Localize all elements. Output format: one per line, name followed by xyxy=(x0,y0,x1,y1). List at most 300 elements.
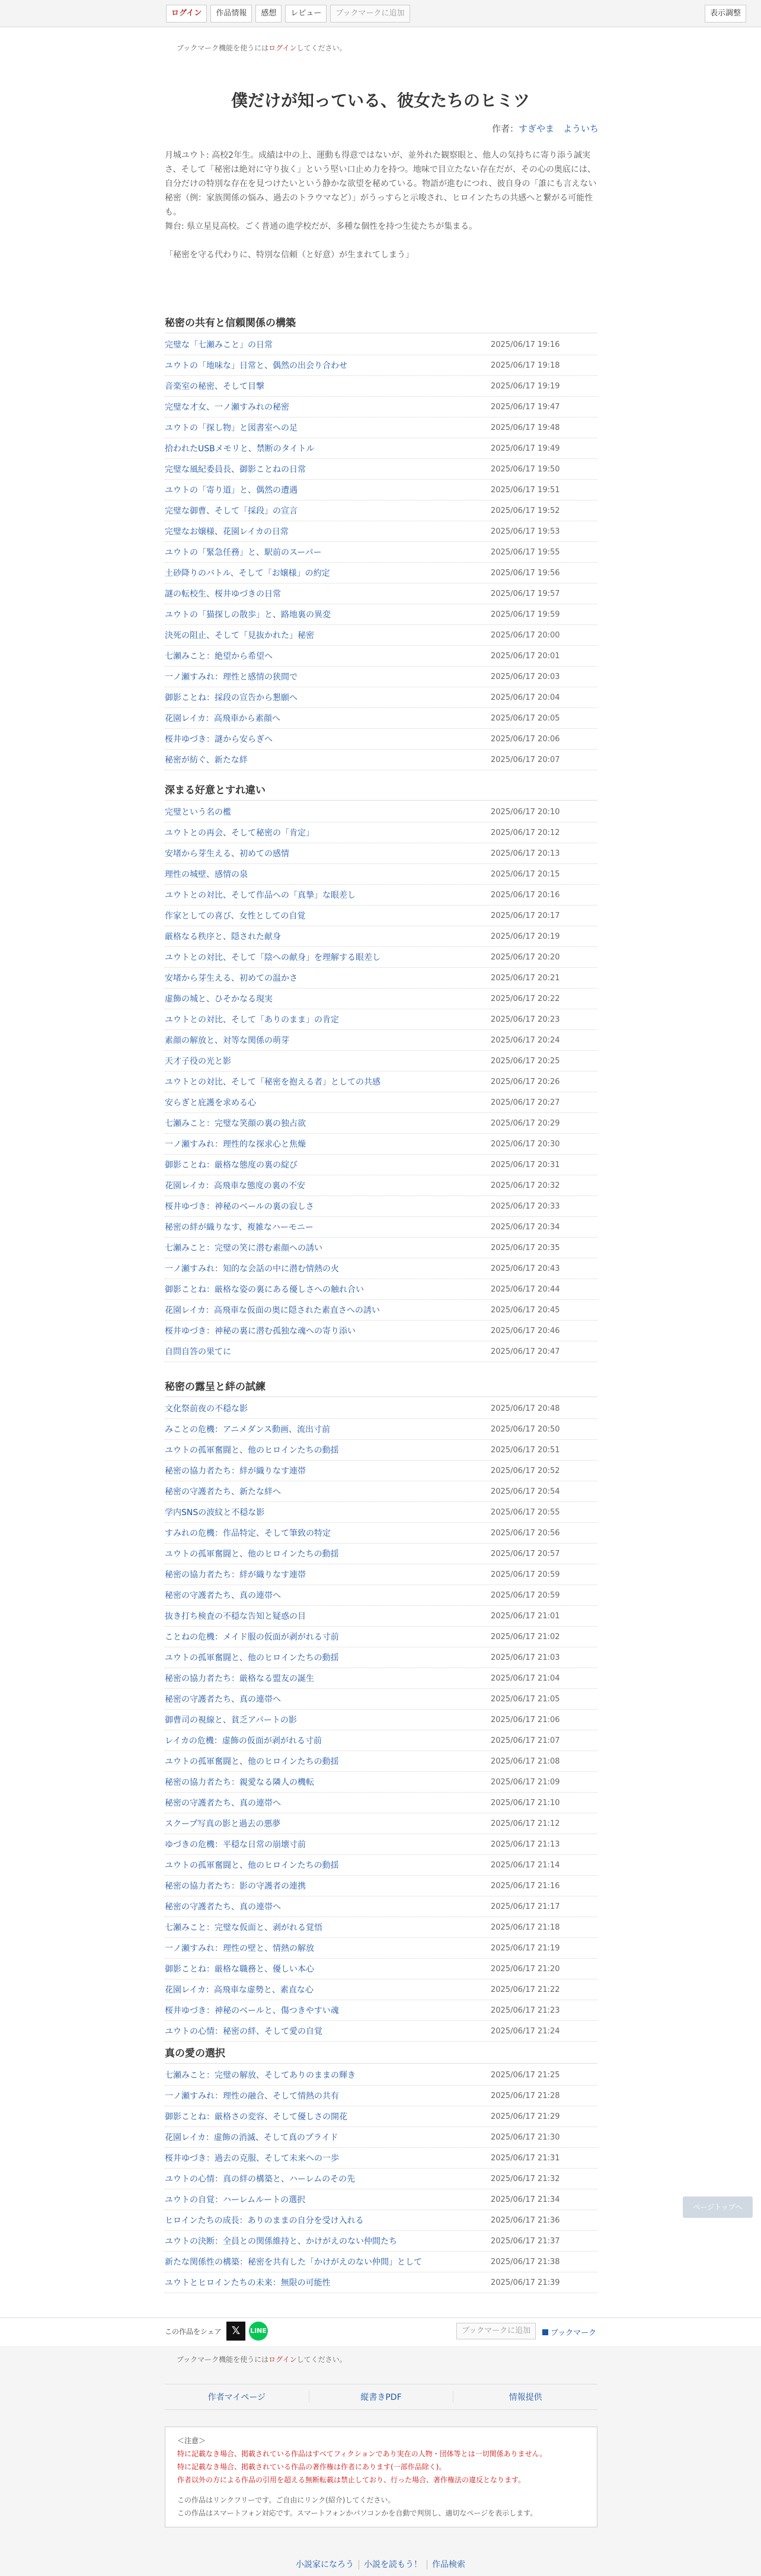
episode-date: 2025/06/17 20:35 xyxy=(491,1243,560,1252)
episode-row[interactable] xyxy=(165,2106,597,2127)
episode-row[interactable] xyxy=(165,1419,597,1440)
episode-row[interactable] xyxy=(165,1979,597,2000)
episode-row[interactable] xyxy=(165,885,597,906)
episode-title-link[interactable]: 安らぎと庇護を求める心 xyxy=(165,1098,256,1108)
episode-row[interactable] xyxy=(165,822,597,843)
episode-row[interactable] xyxy=(165,2021,597,2042)
display-settings-button[interactable]: 表示調整 xyxy=(705,5,746,23)
episode-row[interactable] xyxy=(165,417,597,438)
chapter xyxy=(165,1377,597,2042)
notice-red-2: 特に記載なき場合、掲載されている作品の著作権は作者にあります(一部作品除く)。 xyxy=(177,2463,446,2471)
episode-title-link[interactable]: 七瀬みこと：完璧な笑顔の裏の独占欲 xyxy=(165,1119,306,1128)
episode-title-link[interactable]: 御影ことね：厳格な姿の裏にある優しさへの触れ合い xyxy=(165,1285,364,1295)
episode-title-link[interactable]: 御影ことね：厳格さの変容、そして優しさの開花 xyxy=(165,2112,347,2122)
episode-title-link[interactable]: 桜井ゆづき：謎から安らぎへ xyxy=(165,735,273,744)
episode-row[interactable] xyxy=(165,667,597,687)
episode-row[interactable] xyxy=(165,584,597,604)
episode-row[interactable] xyxy=(165,1113,597,1134)
bookmark-icon xyxy=(542,2329,548,2335)
episode-row[interactable] xyxy=(165,1321,597,1341)
episode-row[interactable] xyxy=(165,646,597,667)
episode-date: 2025/06/17 20:13 xyxy=(491,849,560,858)
episode-title-link[interactable]: 御影ことね：採段の宣告から懇願へ xyxy=(165,693,298,703)
episode-title-link[interactable]: ユウトとの対比、そして「陰への献身」を理解する眼差し xyxy=(165,953,380,962)
share-bookmark-link[interactable] xyxy=(542,2326,596,2338)
episode-date: 2025/06/17 21:09 xyxy=(491,1777,560,1787)
episode-title-link[interactable]: 花園レイカ：高飛車から素顔へ xyxy=(165,714,280,723)
episode-row[interactable] xyxy=(165,687,597,708)
episode-date: 2025/06/17 20:12 xyxy=(491,828,560,837)
episode-row[interactable] xyxy=(165,1544,597,1564)
episode-row[interactable] xyxy=(165,1502,597,1523)
episode-title-link[interactable]: ユウトの自覚：ハーレムルートの選択 xyxy=(165,2195,306,2205)
episode-title-link[interactable]: 七瀬みこと：絶望から希望へ xyxy=(165,652,273,661)
episode-date: 2025/06/17 19:18 xyxy=(491,361,560,370)
episode-title-link[interactable]: 作家としての喜び、女性としての自覚 xyxy=(165,911,306,921)
episode-date: 2025/06/17 20:03 xyxy=(491,672,560,681)
episode-row[interactable] xyxy=(165,334,597,355)
episode-date: 2025/06/17 19:49 xyxy=(491,444,560,453)
episode-date: 2025/06/17 21:34 xyxy=(491,2195,560,2204)
episode-row[interactable] xyxy=(165,802,597,822)
episode-date: 2025/06/17 21:16 xyxy=(491,1881,560,1890)
episode-row[interactable] xyxy=(165,397,597,417)
episode-row[interactable] xyxy=(165,2272,597,2293)
episode-row[interactable] xyxy=(165,2000,597,2021)
episode-date: 2025/06/17 20:46 xyxy=(491,1326,560,1335)
episode-title-link[interactable]: 決死の阻止、そして「見抜かれた」秘密 xyxy=(165,631,314,640)
episode-row[interactable] xyxy=(165,1606,597,1627)
episode-row[interactable] xyxy=(165,604,597,625)
episode-title-link[interactable]: レイカの危機：虚飾の仮面が剥がれる寸前 xyxy=(165,1736,322,1746)
episode-title-link[interactable]: 御曹司の視線と、貧乏アパートの影 xyxy=(165,1716,297,1725)
episode-row[interactable] xyxy=(165,1959,597,1979)
episode-row[interactable] xyxy=(165,843,597,864)
episode-row[interactable] xyxy=(165,1793,597,1813)
episode-date: 2025/06/17 20:19 xyxy=(491,932,560,941)
episode-date: 2025/06/17 21:38 xyxy=(491,2257,560,2266)
episode-title-link[interactable]: 謎の転校生、桜井ゆづきの日常 xyxy=(165,589,281,599)
episode-date: 2025/06/17 21:10 xyxy=(491,1798,560,1807)
impressions-button[interactable]: 感想 xyxy=(255,5,282,23)
notice-box xyxy=(165,2427,597,2527)
episode-title-link[interactable]: ユウトの孤軍奮闘と、他のヒロインたちの動揺 xyxy=(165,1446,339,1455)
work-info-button[interactable]: 作品情報 xyxy=(210,5,252,23)
episode-row[interactable] xyxy=(165,1030,597,1051)
episode-row[interactable] xyxy=(165,1855,597,1876)
episode-date: 2025/06/17 20:25 xyxy=(491,1056,560,1066)
episode-title-link[interactable]: 完璧な才女、一ノ瀬すみれの秘密 xyxy=(165,403,289,412)
footer-bookmark-note xyxy=(177,2354,347,2364)
episode-title-link[interactable]: 音楽室の秘密、そして目撃 xyxy=(165,382,264,391)
author-label: 作者： xyxy=(491,123,519,134)
author-mypage-link[interactable]: 作者マイページ xyxy=(165,2391,309,2403)
episode-row[interactable] xyxy=(165,968,597,989)
episode-title-link[interactable]: 秘密の守護者たち、真の連帯へ xyxy=(165,1695,281,1704)
share-bar xyxy=(0,2317,761,2346)
episode-row[interactable] xyxy=(165,2231,597,2252)
summary-text-1: 月城ユウト: 高校2年生。成績は中の上、運動も得意ではないが、並外れた観察眼と、他人の気持ちに寄り添う誠実さ、そして「秘密は絶対に守り抜く」という堅い口止め力を持つ。地味で目立たない存在だが、その心の奥底には、自分だけの特別な存在を見つけたいという静かな欲望を秘めている。物語が進むにつれ、彼自身の「誰にも言えない秘密（例：家族関係の悩み、過去のトラウマなど）」がうっすらと示唆され、ヒロインたちの共感へと繋がる可能性も。 xyxy=(165,151,597,217)
episode-date: 2025/06/17 21:17 xyxy=(491,1902,560,1911)
episode-row[interactable] xyxy=(165,864,597,885)
episode-date: 2025/06/17 20:33 xyxy=(491,1201,560,1211)
episode-title-link[interactable]: 桜井ゆづき：過去の克服、そして未来への一歩 xyxy=(165,2154,339,2163)
episode-row[interactable] xyxy=(165,521,597,542)
episode-title-link[interactable]: 完璧な風紀委員長、御影ことねの日常 xyxy=(165,465,306,474)
episode-row[interactable] xyxy=(165,1834,597,1855)
episode-title-link[interactable]: スクープ写真の影と過去の悪夢 xyxy=(165,1819,281,1829)
site-link-yomou[interactable]: 小説を読もう！ xyxy=(359,2560,427,2569)
episode-title-link[interactable]: 完璧な御曹、そして「採段」の宣言 xyxy=(165,506,298,516)
episode-date: 2025/06/17 19:59 xyxy=(491,610,560,619)
bookmark-note xyxy=(177,43,347,53)
episode-row[interactable] xyxy=(165,750,597,770)
episode-title-link[interactable]: 一ノ瀬すみれ：理性と感情の狭間で xyxy=(165,672,298,682)
episode-title-link[interactable]: 花園レイカ：虚飾の消滅、そして真のプライド xyxy=(165,2133,338,2143)
episode-title-link[interactable]: 学内SNSの波紋と不穏な影 xyxy=(165,1508,265,1517)
episode-date: 2025/06/17 19:50 xyxy=(491,464,560,474)
episode-title-link[interactable]: 秘密の守護者たち、真の連帯へ xyxy=(165,1799,281,1808)
episode-date: 2025/06/17 21:08 xyxy=(491,1756,560,1766)
episode-row[interactable] xyxy=(165,542,597,563)
episode-row[interactable] xyxy=(165,1523,597,1544)
x-icon[interactable]: 𝕏 xyxy=(226,2322,245,2341)
episode-title-link[interactable]: ユウトの「寄り道」と、偶然の遭遇 xyxy=(165,486,298,495)
episode-date: 2025/06/17 20:43 xyxy=(491,1264,560,1273)
episode-date: 2025/06/17 21:37 xyxy=(491,2236,560,2246)
episode-title-link[interactable]: 秘密の絆が織りなす、複雑なハーモニー xyxy=(165,1223,314,1232)
episode-title-link[interactable]: 抜き打ち検査の不穏な告知と疑惑の目 xyxy=(165,1612,306,1621)
episode-title-link[interactable]: 秘密の協力者たち：親愛なる隣人の機転 xyxy=(165,1778,314,1787)
episode-title-link[interactable]: 秘密の協力者たち：絆が織りなす連帯 xyxy=(165,1570,306,1580)
episode-title-link[interactable]: ユウトの心情：真の絆の構築と、ハーレムのその先 xyxy=(165,2175,356,2184)
line-icon[interactable]: LINE xyxy=(249,2322,268,2341)
episode-title-link[interactable]: ユウトの孤軍奮闘と、他のヒロインたちの動揺 xyxy=(165,1550,339,1559)
episode-row[interactable] xyxy=(165,1647,597,1668)
episode-title-link[interactable]: ユウトの孤軍奮闘と、他のヒロインたちの動揺 xyxy=(165,1653,339,1663)
episode-date: 2025/06/17 20:26 xyxy=(491,1077,560,1086)
episode-row[interactable] xyxy=(165,1258,597,1279)
episode-date: 2025/06/17 20:10 xyxy=(491,807,560,817)
episode-date: 2025/06/17 20:00 xyxy=(491,630,560,640)
share-label: この作品をシェア xyxy=(165,2328,222,2336)
episode-date: 2025/06/17 20:01 xyxy=(491,651,560,661)
episode-title-link[interactable]: ユウトとの対比、そして作品への「真摯」な眼差し xyxy=(165,891,356,900)
episode-date: 2025/06/17 20:31 xyxy=(491,1160,560,1169)
episode-date: 2025/06/17 21:06 xyxy=(491,1715,560,1724)
notice-red-1: 特に記載なき場合、掲載されている作品はすべてフィクションであり実在の人物・団体等とは一切関係ありません。 xyxy=(177,2450,547,2458)
episode-row[interactable] xyxy=(165,1772,597,1793)
bookmark-add-button[interactable]: ブックマークに追加 xyxy=(330,5,410,23)
episode-row[interactable] xyxy=(165,2148,597,2169)
episode-title-link[interactable]: 安堵から芽生える、初めての温かさ xyxy=(165,974,298,983)
footer-login-link[interactable]: ログイン xyxy=(268,2355,297,2364)
episode-title-link[interactable]: 桜井ゆづき：神秘のベールと、傷つきやすい魂 xyxy=(165,2006,339,2016)
episode-row[interactable] xyxy=(165,1689,597,1710)
episode-title-link[interactable]: 七瀬みこと：完璧な仮面と、剥がれる覚悟 xyxy=(165,1923,322,1933)
episode-title-link[interactable]: 厳格なる秩序と、隠された献身 xyxy=(165,932,281,942)
episode-date: 2025/06/17 19:48 xyxy=(491,423,560,432)
episode-date: 2025/06/17 20:45 xyxy=(491,1305,560,1315)
episode-title-link[interactable]: 一ノ瀬すみれ：知的な会話の中に潜む情熱の火 xyxy=(165,1264,339,1274)
episode-date: 2025/06/17 20:21 xyxy=(491,973,560,983)
episode-row[interactable] xyxy=(165,1938,597,1959)
episode-date: 2025/06/17 20:32 xyxy=(491,1181,560,1190)
episode-title-link[interactable]: 安堵から芽生える、初めての感情 xyxy=(165,849,289,859)
site-link-narou[interactable]: 小説家になろう xyxy=(291,2560,359,2569)
episode-row[interactable] xyxy=(165,1341,597,1362)
episode-date: 2025/06/17 21:22 xyxy=(491,1985,560,1994)
episode-row[interactable] xyxy=(165,1585,597,1606)
episode-title-link[interactable]: 一ノ瀬すみれ：理性的な探求心と焦燥 xyxy=(165,1140,306,1149)
footer-area xyxy=(0,2346,761,2576)
episode-date: 2025/06/17 20:29 xyxy=(491,1118,560,1128)
episode-date: 2025/06/17 20:34 xyxy=(491,1222,560,1232)
episode-date: 2025/06/17 20:52 xyxy=(491,1466,560,1475)
episode-row[interactable] xyxy=(165,2189,597,2210)
episode-row[interactable] xyxy=(165,1398,597,1419)
episode-date: 2025/06/17 20:54 xyxy=(491,1487,560,1496)
episode-title-link[interactable]: 秘密の守護者たち、真の連帯へ xyxy=(165,1591,281,1601)
episode-date: 2025/06/17 20:04 xyxy=(491,693,560,702)
episode-date: 2025/06/17 21:29 xyxy=(491,2112,560,2121)
bookmark-note-login-link[interactable]: ログイン xyxy=(268,44,297,52)
author-link[interactable]: すぎやま よういち xyxy=(518,123,599,134)
episode-row[interactable] xyxy=(165,1092,597,1113)
episode-row[interactable] xyxy=(165,1009,597,1030)
chapter-title: 深まる好意とすれ違い xyxy=(165,780,597,801)
episode-date: 2025/06/17 20:15 xyxy=(491,869,560,879)
episode-title-link[interactable]: ユウトとの再会、そして秘密の「肯定」 xyxy=(165,828,314,838)
episode-date: 2025/06/17 19:16 xyxy=(491,340,560,349)
episode-row[interactable] xyxy=(165,947,597,968)
episode-title-link[interactable]: 素顔の解放と、対等な関係の萌芽 xyxy=(165,1036,289,1045)
footer-links-row xyxy=(165,2384,597,2410)
episode-title-link[interactable]: 自問自答の果てに xyxy=(165,1347,231,1357)
episode-row[interactable] xyxy=(165,376,597,397)
episode-row[interactable] xyxy=(165,1813,597,1834)
episode-row[interactable] xyxy=(165,459,597,480)
episode-title-link[interactable]: 秘密の守護者たち、新たな絆へ xyxy=(165,1487,281,1497)
episode-title-link[interactable]: 花園レイカ：高飛車な態度の裏の不安 xyxy=(165,1181,305,1191)
episode-title-link[interactable]: 七瀬みこと：完璧の笑に潜む素顔への誘い xyxy=(165,1244,322,1253)
episode-row[interactable] xyxy=(165,906,597,926)
episode-date: 2025/06/17 21:04 xyxy=(491,1673,560,1683)
episode-title-link[interactable]: 花園レイカ：高飛車な仮面の奥に隠された素直さへの誘い xyxy=(165,1306,380,1315)
episode-row[interactable] xyxy=(165,1730,597,1751)
notice-gray-1: この作品はリンクフリーです。ご自由にリンク(紹介)してください。 xyxy=(177,2496,395,2504)
episode-row[interactable] xyxy=(165,1668,597,1689)
episode-row[interactable] xyxy=(165,1564,597,1585)
episode-row[interactable] xyxy=(165,1481,597,1502)
episode-title-link[interactable]: 文化祭前夜の不穏な影 xyxy=(165,1404,248,1414)
episode-row[interactable] xyxy=(165,1896,597,1917)
episode-date: 2025/06/17 20:24 xyxy=(491,1035,560,1045)
episode-row[interactable] xyxy=(165,2065,597,2086)
episode-date: 2025/06/17 21:19 xyxy=(491,1943,560,1953)
episode-row[interactable] xyxy=(165,1751,597,1772)
episode-title-link[interactable]: 理性の城壁、感情の泉 xyxy=(165,870,248,879)
episode-title-link[interactable]: ユウトの「緊急任務」と、駅前のスーパー xyxy=(165,548,322,557)
episode-title-link[interactable]: ユウトの「探し物」と図書室への足 xyxy=(165,423,298,433)
report-link[interactable]: 情報提供 xyxy=(509,2393,542,2402)
episode-title-link[interactable]: 新たな関係性の構築：秘密を共有した「かけがえのない仲間」として xyxy=(165,2258,422,2267)
episode-title-link[interactable]: 七瀬みこと：完璧の解放、そしてありのままの輝き xyxy=(165,2071,356,2080)
episode-row[interactable] xyxy=(165,1710,597,1730)
episode-date: 2025/06/17 21:23 xyxy=(491,2006,560,2015)
chapter xyxy=(165,2043,597,2293)
notice-red-3: 作者以外の方による作品の引用を超える無断転載は禁止しており、行った場合、著作権法の違反となります。 xyxy=(177,2476,526,2484)
bookmark-note-prefix: ブックマーク機能を使うには xyxy=(177,44,269,52)
episode-date: 2025/06/17 21:31 xyxy=(491,2153,560,2163)
episode-row[interactable] xyxy=(165,2210,597,2231)
episode-date: 2025/06/17 20:05 xyxy=(491,713,560,723)
episode-title-link[interactable]: 御影ことね：厳格な態度の裏の綻び xyxy=(165,1161,298,1170)
episode-title-link[interactable]: 秘密が紡ぐ、新たな絆 xyxy=(165,755,248,765)
episode-row[interactable] xyxy=(165,500,597,521)
episode-title-link[interactable]: ユウトの心情：秘密の絆、そして愛の自覚 xyxy=(165,2027,322,2036)
episode-row[interactable] xyxy=(165,1072,597,1092)
episode-date: 2025/06/17 19:57 xyxy=(491,589,560,598)
episode-title-link[interactable]: 土砂降りのバトル、そして「お嬢様」の約定 xyxy=(165,569,330,578)
episode-row[interactable] xyxy=(165,708,597,729)
episode-date: 2025/06/17 21:20 xyxy=(491,1964,560,1974)
episode-row[interactable] xyxy=(165,2252,597,2272)
episode-row[interactable] xyxy=(165,1238,597,1258)
episode-title-link[interactable]: 完璧なお嬢様、花園レイカの日常 xyxy=(165,527,289,537)
episode-date: 2025/06/17 19:47 xyxy=(491,402,560,412)
episode-date: 2025/06/17 20:20 xyxy=(491,952,560,962)
episode-title-link[interactable]: 桜井ゆづき：神秘の裏に潜む孤独な魂への寄り添い xyxy=(165,1327,356,1336)
chapter-title: 秘密の露呈と絆の試練 xyxy=(165,1377,597,1397)
episode-date: 2025/06/17 19:55 xyxy=(491,547,560,557)
episode-date: 2025/06/17 20:47 xyxy=(491,1347,560,1356)
episode-row[interactable] xyxy=(165,1917,597,1938)
episode-row[interactable] xyxy=(165,480,597,500)
episode-date: 2025/06/17 21:18 xyxy=(491,1923,560,1932)
episode-date: 2025/06/17 20:48 xyxy=(491,1404,560,1413)
notice-title: ＜注意＞ xyxy=(177,2437,206,2445)
episode-row[interactable] xyxy=(165,563,597,584)
episode-date: 2025/06/17 21:07 xyxy=(491,1736,560,1745)
episode-title-link[interactable]: 拾われたUSBメモリと、禁断のタイトル xyxy=(165,444,315,454)
episode-row[interactable] xyxy=(165,1279,597,1300)
episode-row[interactable] xyxy=(165,2086,597,2106)
episode-title-link[interactable]: 秘密の協力者たち：影の守護者の連携 xyxy=(165,1882,306,1891)
episode-row[interactable] xyxy=(165,2127,597,2148)
episode-title-link[interactable]: ユウトとの対比、そして「秘密を抱える者」としての共感 xyxy=(165,1077,380,1087)
episode-date: 2025/06/17 20:59 xyxy=(491,1590,560,1600)
episode-row[interactable] xyxy=(165,438,597,459)
episode-date: 2025/06/17 21:03 xyxy=(491,1653,560,1662)
episode-title-link[interactable]: ことねの危機：メイド服の仮面が剥がれる寸前 xyxy=(165,1633,339,1642)
episode-title-link[interactable]: ヒロインたちの成長：ありのままの自分を受け入れる xyxy=(165,2216,364,2226)
episode-row[interactable] xyxy=(165,1440,597,1461)
episode-title-link[interactable]: ユウトとヒロインたちの未来：無限の可能性 xyxy=(165,2278,331,2288)
episode-title-link[interactable]: 花園レイカ：高飛車な虚勢と、素直な心 xyxy=(165,1985,314,1995)
episode-title-link[interactable]: 秘密の協力者たち：厳格なる盟友の誕生 xyxy=(165,1674,314,1684)
episode-title-link[interactable]: 虚飾の城と、ひそかなる現実 xyxy=(165,994,273,1004)
episode-title-link[interactable]: 秘密の協力者たち：絆が織りなす連帯 xyxy=(165,1466,306,1476)
episode-date: 2025/06/17 21:25 xyxy=(491,2070,560,2080)
episode-row[interactable] xyxy=(165,989,597,1009)
episode-date: 2025/06/17 20:27 xyxy=(491,1098,560,1107)
footer-bookmark-note-suffix: してください。 xyxy=(296,2355,347,2364)
pdf-link[interactable]: 縦書きPDF xyxy=(309,2391,454,2403)
episode-row[interactable] xyxy=(165,1175,597,1196)
episode-row[interactable] xyxy=(165,1155,597,1175)
episode-date: 2025/06/17 20:23 xyxy=(491,1015,560,1024)
episode-date: 2025/06/17 20:17 xyxy=(491,911,560,920)
page-top-button[interactable]: ページトップへ xyxy=(683,2196,753,2218)
episode-row[interactable] xyxy=(165,355,597,376)
episode-row[interactable] xyxy=(165,1217,597,1238)
episode-title-link[interactable]: ユウトの孤軍奮闘と、他のヒロインたちの動揺 xyxy=(165,1757,339,1767)
share-bookmark-add-button[interactable]: ブックマークに追加 xyxy=(456,2323,536,2339)
episode-row[interactable] xyxy=(165,926,597,947)
episode-title-link[interactable]: ユウトの孤軍奮闘と、他のヒロインたちの動揺 xyxy=(165,1861,339,1870)
episode-row[interactable] xyxy=(165,1876,597,1896)
episode-date: 2025/06/17 21:24 xyxy=(491,2026,560,2036)
episode-title-link[interactable]: ユウトの決断：全員との関係維持と、かけがえのない仲間たち xyxy=(165,2237,397,2246)
episode-row[interactable] xyxy=(165,1196,597,1217)
episode-row[interactable] xyxy=(165,1134,597,1155)
site-link-search[interactable]: 作品検索 xyxy=(432,2560,465,2569)
episode-title-link[interactable]: ユウトの「地味な」日常と、偶然の出会り合わせ xyxy=(165,361,347,371)
episode-row[interactable] xyxy=(165,1627,597,1647)
episode-title-link[interactable]: 天才子役の光と影 xyxy=(165,1057,231,1066)
episode-date: 2025/06/17 19:51 xyxy=(491,485,560,495)
episode-title-link[interactable]: 完璧という名の檻 xyxy=(165,808,231,817)
episode-date: 2025/06/17 21:32 xyxy=(491,2174,560,2183)
share-bookmark-link-label: ブックマーク xyxy=(551,2329,597,2338)
episode-date: 2025/06/17 21:13 xyxy=(491,1839,560,1849)
summary-text-2: 舞台: 県立星見高校。ごく普通の進学校だが、多種な個性を持つ生徒たちが集まる。 xyxy=(165,222,478,231)
episode-title-link[interactable]: 御影ことね：厳格な職務と、優しい本心 xyxy=(165,1965,314,1974)
episode-row[interactable] xyxy=(165,1461,597,1481)
top-nav xyxy=(166,5,410,23)
episode-title-link[interactable]: 桜井ゆづき：神秘のベールの裏の寂しさ xyxy=(165,1202,314,1212)
episode-title-link[interactable]: 秘密の守護者たち、真の連帯へ xyxy=(165,1902,281,1912)
episode-title-link[interactable]: ゆづきの危機：平穏な日常の崩壊寸前 xyxy=(165,1840,306,1850)
episode-date: 2025/06/17 21:39 xyxy=(491,2278,560,2287)
episode-title-link[interactable]: ユウトの「猫探しの散歩」と、路地裏の異変 xyxy=(165,610,331,620)
review-button[interactable]: レビュー xyxy=(285,5,327,23)
episode-row[interactable] xyxy=(165,1300,597,1321)
chapter xyxy=(165,313,597,770)
episode-date: 2025/06/17 21:14 xyxy=(491,1860,560,1870)
episode-row[interactable] xyxy=(165,729,597,750)
episode-row[interactable] xyxy=(165,1051,597,1072)
episode-row[interactable] xyxy=(165,625,597,646)
episode-row[interactable] xyxy=(165,2169,597,2189)
episode-date: 2025/06/17 19:56 xyxy=(491,568,560,578)
episode-title-link[interactable]: ユウトとの対比、そして「ありのまま」の肯定 xyxy=(165,1015,339,1025)
chapter-title: 秘密の共有と信頼関係の構築 xyxy=(165,313,597,333)
episode-title-link[interactable]: 一ノ瀬すみれ：理性の壁と、情熱の解放 xyxy=(165,1944,314,1953)
summary-paragraph-1 xyxy=(165,148,597,234)
author-line xyxy=(492,122,599,135)
episode-title-link[interactable]: みことの危機：アニメダンス動画、流出寸前 xyxy=(165,1425,331,1434)
top-bar xyxy=(0,0,761,27)
login-button[interactable]: ログイン xyxy=(166,5,207,23)
episode-title-link[interactable]: 一ノ瀬すみれ：理性の融合、そして情熱の共有 xyxy=(165,2092,339,2101)
novel-title: 僕だけが知っている、彼女たちのヒミツ xyxy=(231,91,530,110)
site-links xyxy=(0,2558,761,2570)
episode-title-link[interactable]: すみれの危機：作品特定、そして筆致の特定 xyxy=(165,1529,331,1538)
episode-date: 2025/06/17 21:12 xyxy=(491,1819,560,1828)
episode-title-link[interactable]: 完璧な「七瀬みこと」の日常 xyxy=(165,340,273,350)
